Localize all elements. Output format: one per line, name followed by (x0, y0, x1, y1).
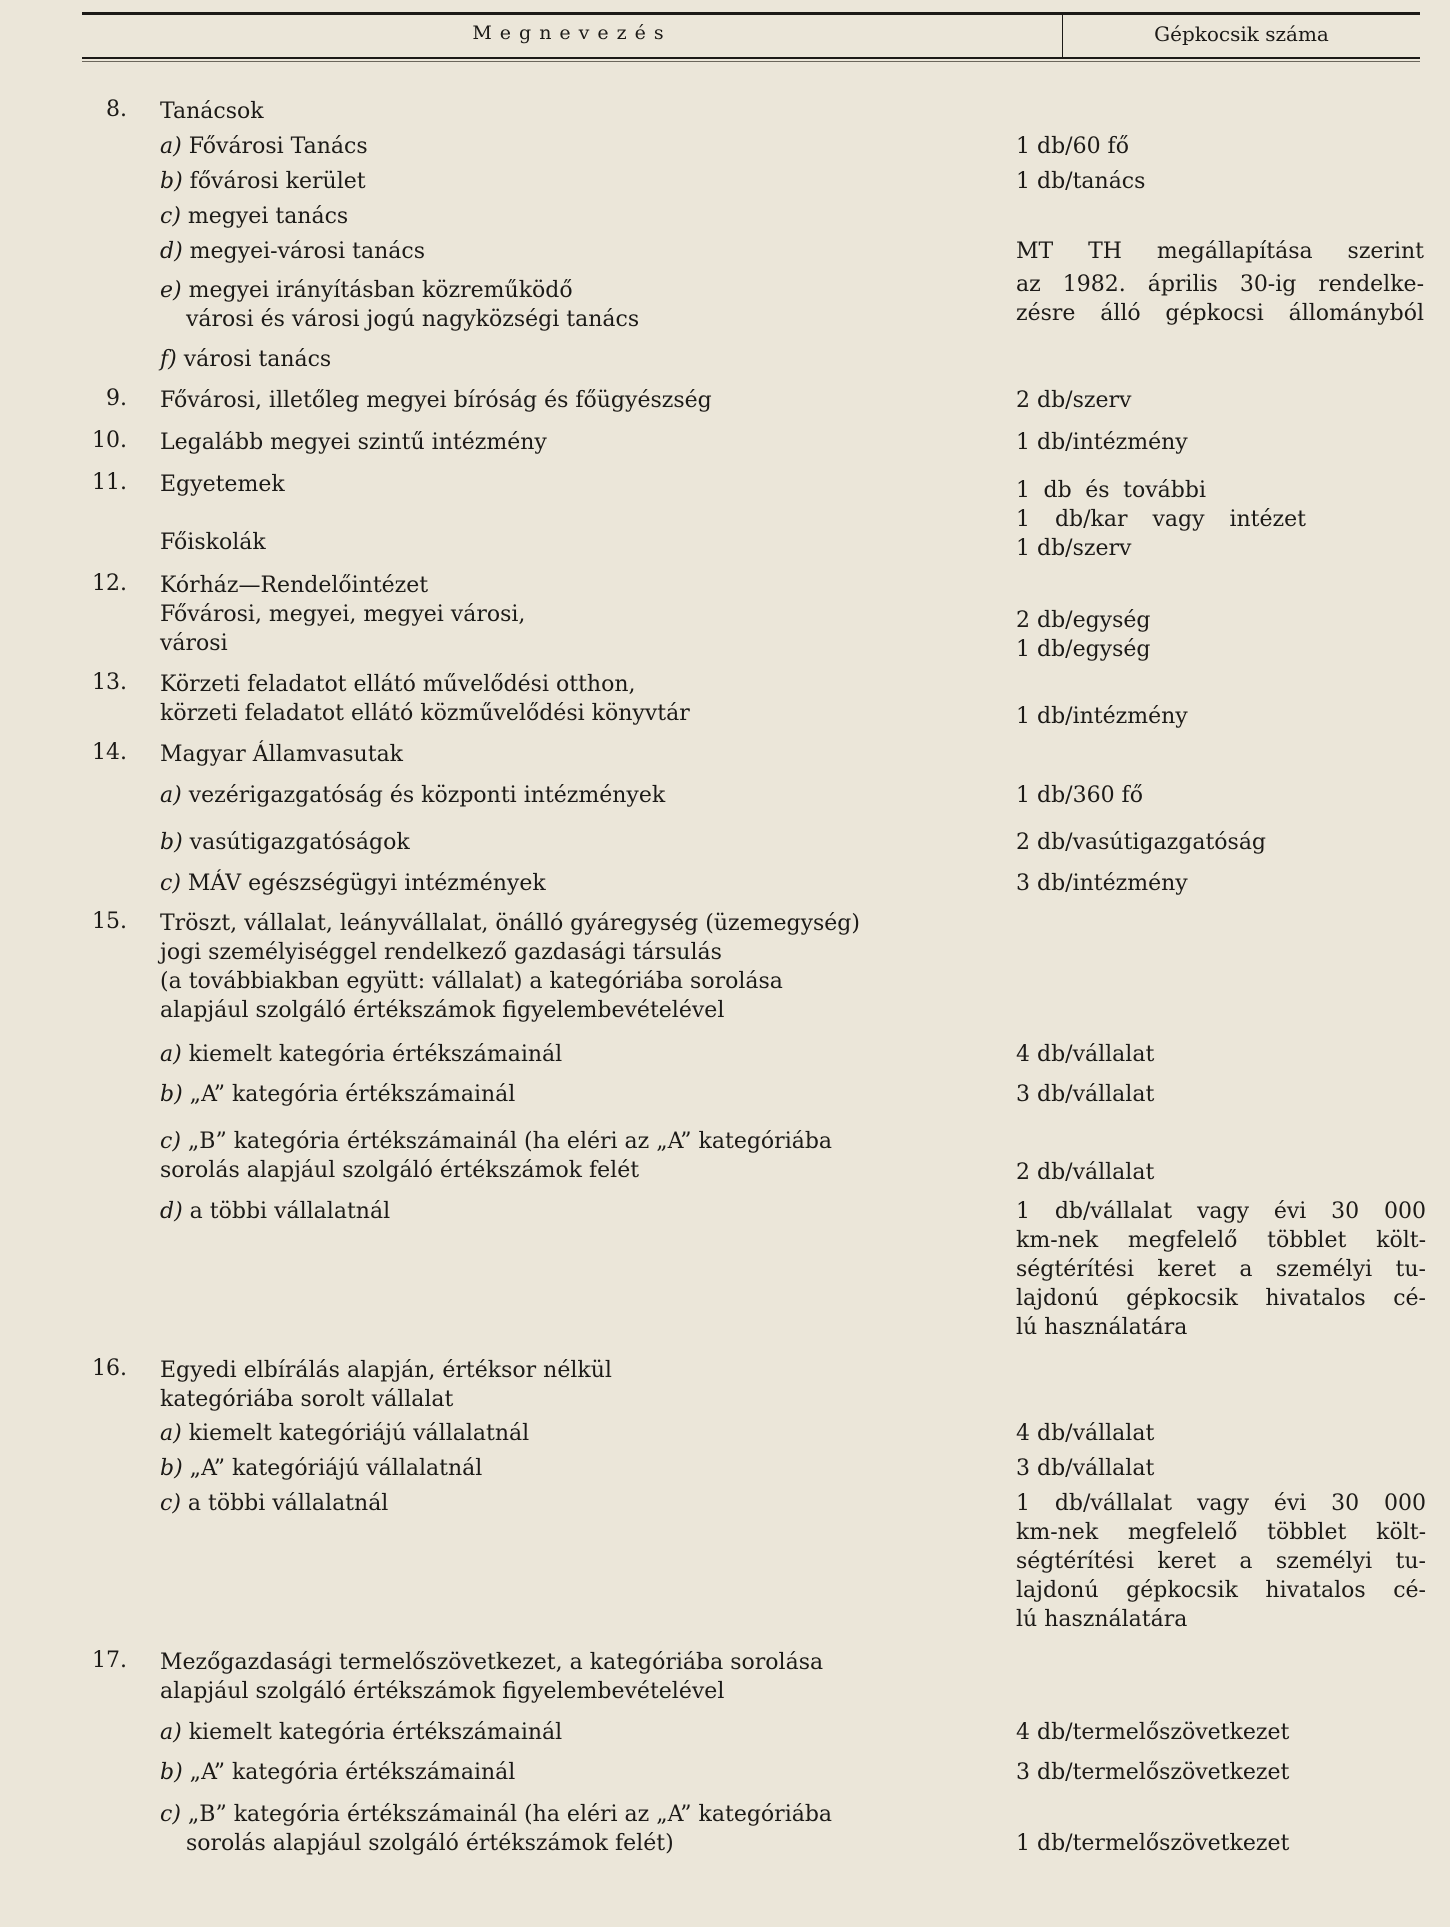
row-label: „B” kategória értékszámainál (ha eléri az „A” kategóriába (187, 1802, 833, 1827)
row-value: az 1982. április 30-ig rendelke- zésre álló gépkocsi állományból (1016, 272, 1424, 326)
row-label: Kórház—Rendelőintézet (160, 573, 429, 598)
row-label: kiemelt kategória értékszámainál (188, 1720, 563, 1745)
row-value: 3 db/intézmény (1016, 871, 1188, 896)
row-label: „A” kategória értékszámainál (189, 1760, 516, 1785)
row-prefix: c) (160, 1129, 181, 1154)
row-label: Főiskolák (160, 530, 266, 555)
row-value: 4 db/vállalat (1016, 1042, 1155, 1067)
row-label-continued: városi és városi jogú nagyközségi tanács (186, 307, 640, 332)
row-prefix: a) (160, 783, 182, 808)
row-label: „B” kategória értékszámainál (ha eléri az „A” kategóriába (187, 1129, 833, 1154)
row-label: Legalább megyei szintű intézmény (160, 430, 547, 455)
header-rule-bottom (82, 57, 1420, 59)
row-label-continued: alapjául szolgáló értékszámok figyelembevételével (160, 998, 725, 1023)
row-value: 2 db/egység (1016, 608, 1151, 633)
row-value: 1 db/vállalat vagy évi 30 000 km-nek megfelelő többlet költ- ségtérítési keret a személyi tu- lajdonú gépkocsik hivatalos cé- lú használatára (1016, 1491, 1426, 1632)
row-value: 1 db/360 fő (1016, 783, 1143, 808)
row-value: 3 db/vállalat (1016, 1456, 1155, 1481)
row-value: 1 db/intézmény (1016, 430, 1188, 455)
row-label: fővárosi kerület (189, 169, 366, 194)
row-value: 2 db/vasútigazgatóság (1016, 830, 1267, 855)
column-header-megnevezes: Megnevezés (472, 22, 672, 44)
row-value: 1 db/szerv (1016, 536, 1132, 561)
row-label: Körzeti feladatot ellátó művelődési otthon, (160, 672, 636, 697)
row-label-continued: körzeti feladatot ellátó közművelődési könyvtár (160, 701, 690, 726)
row-prefix: a) (160, 1042, 182, 1067)
row-prefix: c) (160, 1802, 181, 1827)
row-label: a többi vállalatnál (187, 1491, 389, 1516)
row-label: Fővárosi, megyei, megyei városi, (160, 602, 526, 627)
row-prefix: d) (160, 1199, 183, 1224)
row-label: „A” kategóriájú vállalatnál (189, 1456, 483, 1481)
row-label: Magyar Államvasutak (160, 742, 404, 767)
row-label: Mezőgazdasági termelőszövetkezet, a kategóriába sorolása (160, 1650, 824, 1675)
row-label-continued: kategóriába sorolt vállalat (160, 1387, 454, 1412)
row-value: 4 db/termelőszövetkezet (1016, 1720, 1290, 1745)
row-number: 11. (92, 470, 127, 495)
row-value: 3 db/termelőszövetkezet (1016, 1760, 1290, 1785)
row-prefix: a) (160, 134, 182, 159)
row-prefix: c) (160, 871, 181, 896)
row-label: Fővárosi, illetőleg megyei bíróság és főügyészség (160, 388, 712, 413)
row-number: 14. (92, 740, 127, 765)
row-value: 1 db és további 1 db/kar vagy intézet (1016, 478, 1306, 532)
row-prefix: d) (160, 239, 183, 264)
row-label-continued: (a továbbiakban együtt: vállalat) a kategóriába sorolása (160, 969, 783, 994)
header-rule-thin (82, 61, 1420, 62)
column-header-gepkocsik-szama: Gépkocsik száma (1154, 22, 1329, 46)
row-value: 4 db/vállalat (1016, 1421, 1155, 1446)
row-number: 15. (92, 909, 127, 934)
row-label: megyei-városi tanács (189, 239, 426, 264)
row-value: 1 db/tanács (1016, 169, 1146, 194)
row-label: megyei irányításban közreműködő (188, 278, 573, 303)
row-value: 2 db/szerv (1016, 388, 1132, 413)
row-number: 16. (92, 1356, 127, 1381)
row-label-continued: sorolás alapjául szolgáló értékszámok felét) (186, 1831, 674, 1856)
row-prefix: a) (160, 1720, 182, 1745)
row-label-continued: alapjául szolgáló értékszámok figyelembevételével (160, 1679, 725, 1704)
row-label: megyei tanács (187, 204, 349, 229)
row-value: 2 db/vállalat (1016, 1160, 1155, 1185)
row-number: 17. (92, 1648, 127, 1673)
row-number: 10. (92, 428, 127, 453)
row-value: MT TH megállapítása szerint (1016, 239, 1424, 264)
row-prefix: e) (160, 278, 182, 303)
row-value: 1 db/60 fő (1016, 134, 1129, 159)
row-label: kiemelt kategória értékszámainál (188, 1042, 563, 1067)
row-value: 1 db/termelőszövetkezet (1016, 1831, 1290, 1856)
row-label: városi (160, 631, 228, 656)
row-prefix: b) (160, 169, 183, 194)
row-number: 9. (106, 386, 127, 411)
header-rule-top (82, 12, 1420, 15)
row-value: 1 db/egység (1016, 637, 1151, 662)
row-prefix: b) (160, 1456, 183, 1481)
row-prefix: b) (160, 830, 183, 855)
row-prefix: a) (160, 1421, 182, 1446)
row-label: Tröszt, vállalat, leányvállalat, önálló gyáregység (üzemegység) (160, 911, 860, 936)
row-label-continued: jogi személyiséggel rendelkező gazdasági társulás (160, 940, 722, 965)
row-label: MÁV egészségügyi intézmények (187, 871, 546, 896)
row-label: Egyedi elbírálás alapján, értéksor nélkül (160, 1358, 612, 1383)
row-label: vasútigazgatóságok (189, 830, 410, 855)
row-label: a többi vállalatnál (189, 1199, 391, 1224)
row-label: Tanácsok (160, 99, 264, 124)
row-label: kiemelt kategóriájú vállalatnál (188, 1421, 530, 1446)
row-label: városi tanács (183, 347, 332, 372)
row-prefix: c) (160, 204, 181, 229)
row-number: 12. (92, 571, 127, 596)
row-label: vezérigazgatóság és központi intézmények (188, 783, 666, 808)
row-value: 1 db/vállalat vagy évi 30 000 km-nek megfelelő többlet költ- ségtérítési keret a személyi tu- lajdonú gépkocsik hivatalos cé- lú használatára (1016, 1199, 1426, 1340)
row-prefix: c) (160, 1491, 181, 1516)
row-value: 1 db/intézmény (1016, 704, 1188, 729)
row-number: 8. (106, 97, 127, 122)
row-value: 3 db/vállalat (1016, 1082, 1155, 1107)
row-label-continued: sorolás alapjául szolgáló értékszámok felét (160, 1158, 640, 1183)
row-prefix: f) (160, 347, 177, 372)
row-label: Egyetemek (160, 472, 285, 497)
row-label: Fővárosi Tanács (188, 134, 368, 159)
row-label: „A” kategória értékszámainál (189, 1082, 516, 1107)
row-prefix: b) (160, 1082, 183, 1107)
row-prefix: b) (160, 1760, 183, 1785)
row-number: 13. (92, 670, 127, 695)
